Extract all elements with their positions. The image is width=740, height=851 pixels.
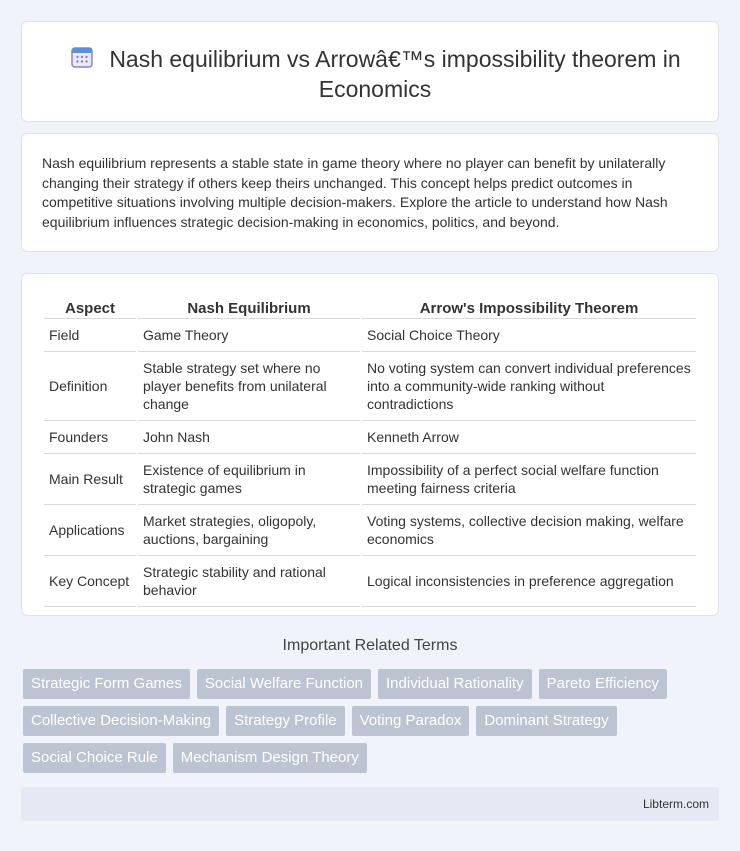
related-term-tag[interactable]: Pareto Efficiency xyxy=(539,669,667,699)
table-row xyxy=(44,421,696,454)
table-row xyxy=(44,505,696,556)
header-card xyxy=(21,21,719,122)
table-row xyxy=(44,556,696,607)
table-row xyxy=(44,454,696,505)
table-cell: Game Theory xyxy=(138,319,360,352)
table-cell: Logical inconsistencies in preference aggregation xyxy=(362,556,696,607)
table-cell: John Nash xyxy=(138,421,360,454)
related-term-tag[interactable]: Social Welfare Function xyxy=(197,669,371,699)
table-cell: Applications xyxy=(44,505,136,556)
related-term-tag[interactable]: Collective Decision-Making xyxy=(23,706,219,736)
page-title-wrap xyxy=(52,44,698,104)
table-row xyxy=(44,352,696,421)
table-cell: No voting system can convert individual preferences into a community-wide ranking without contradictions xyxy=(362,352,696,421)
calendar-icon xyxy=(69,44,95,70)
footer-bar xyxy=(21,787,719,821)
table-cell: Voting systems, collective decision making, welfare economics xyxy=(362,505,696,556)
comparison-table xyxy=(42,294,698,607)
table-cell: Key Concept xyxy=(44,556,136,607)
header-aspect: Aspect xyxy=(44,294,136,319)
header-arrow: Arrow's Impossibility Theorem xyxy=(362,294,696,319)
table-row xyxy=(44,319,696,352)
related-term-tag[interactable]: Strategy Profile xyxy=(226,706,345,736)
table-cell: Definition xyxy=(44,352,136,421)
table-cell: Market strategies, oligopoly, auctions, bargaining xyxy=(138,505,360,556)
intro-paragraph: Nash equilibrium represents a stable state in game theory where no player can benefit by unilaterally changing their strategy if others keep theirs unchanged. This concept helps predict outcomes in competitive situations involving multiple decision-makers. Explore the article to understand how Nash equilibrium influences strategic decision-making in economics, politics, and beyond. xyxy=(42,155,668,230)
header-nash: Nash Equilibrium xyxy=(138,294,360,319)
table-cell: Field xyxy=(44,319,136,352)
table-header-row xyxy=(44,294,696,319)
table-cell: Existence of equilibrium in strategic games xyxy=(138,454,360,505)
related-term-tag[interactable]: Individual Rationality xyxy=(378,669,532,699)
table-cell: Kenneth Arrow xyxy=(362,421,696,454)
table-cell: Founders xyxy=(44,421,136,454)
footer-site-link[interactable]: Libterm.com xyxy=(642,797,709,811)
related-terms-heading: Important Related Terms xyxy=(282,637,458,654)
related-term-tag[interactable]: Strategic Form Games xyxy=(23,669,190,699)
related-terms-list xyxy=(23,669,723,773)
intro-card xyxy=(21,133,719,252)
table-cell: Strategic stability and rational behavior xyxy=(138,556,360,607)
table-cell: Impossibility of a perfect social welfare function meeting fairness criteria xyxy=(362,454,696,505)
table-cell: Main Result xyxy=(44,454,136,505)
related-term-tag[interactable]: Social Choice Rule xyxy=(23,743,166,773)
table-cell: Social Choice Theory xyxy=(362,319,696,352)
table-cell: Stable strategy set where no player benefits from unilateral change xyxy=(138,352,360,421)
related-term-tag[interactable]: Dominant Strategy xyxy=(476,706,616,736)
related-term-tag[interactable]: Mechanism Design Theory xyxy=(173,743,367,773)
related-term-tag[interactable]: Voting Paradox xyxy=(352,706,470,736)
comparison-card xyxy=(21,273,719,616)
page-title: Nash equilibrium vs Arrowâ€™s impossibility theorem in Economics xyxy=(109,46,681,102)
